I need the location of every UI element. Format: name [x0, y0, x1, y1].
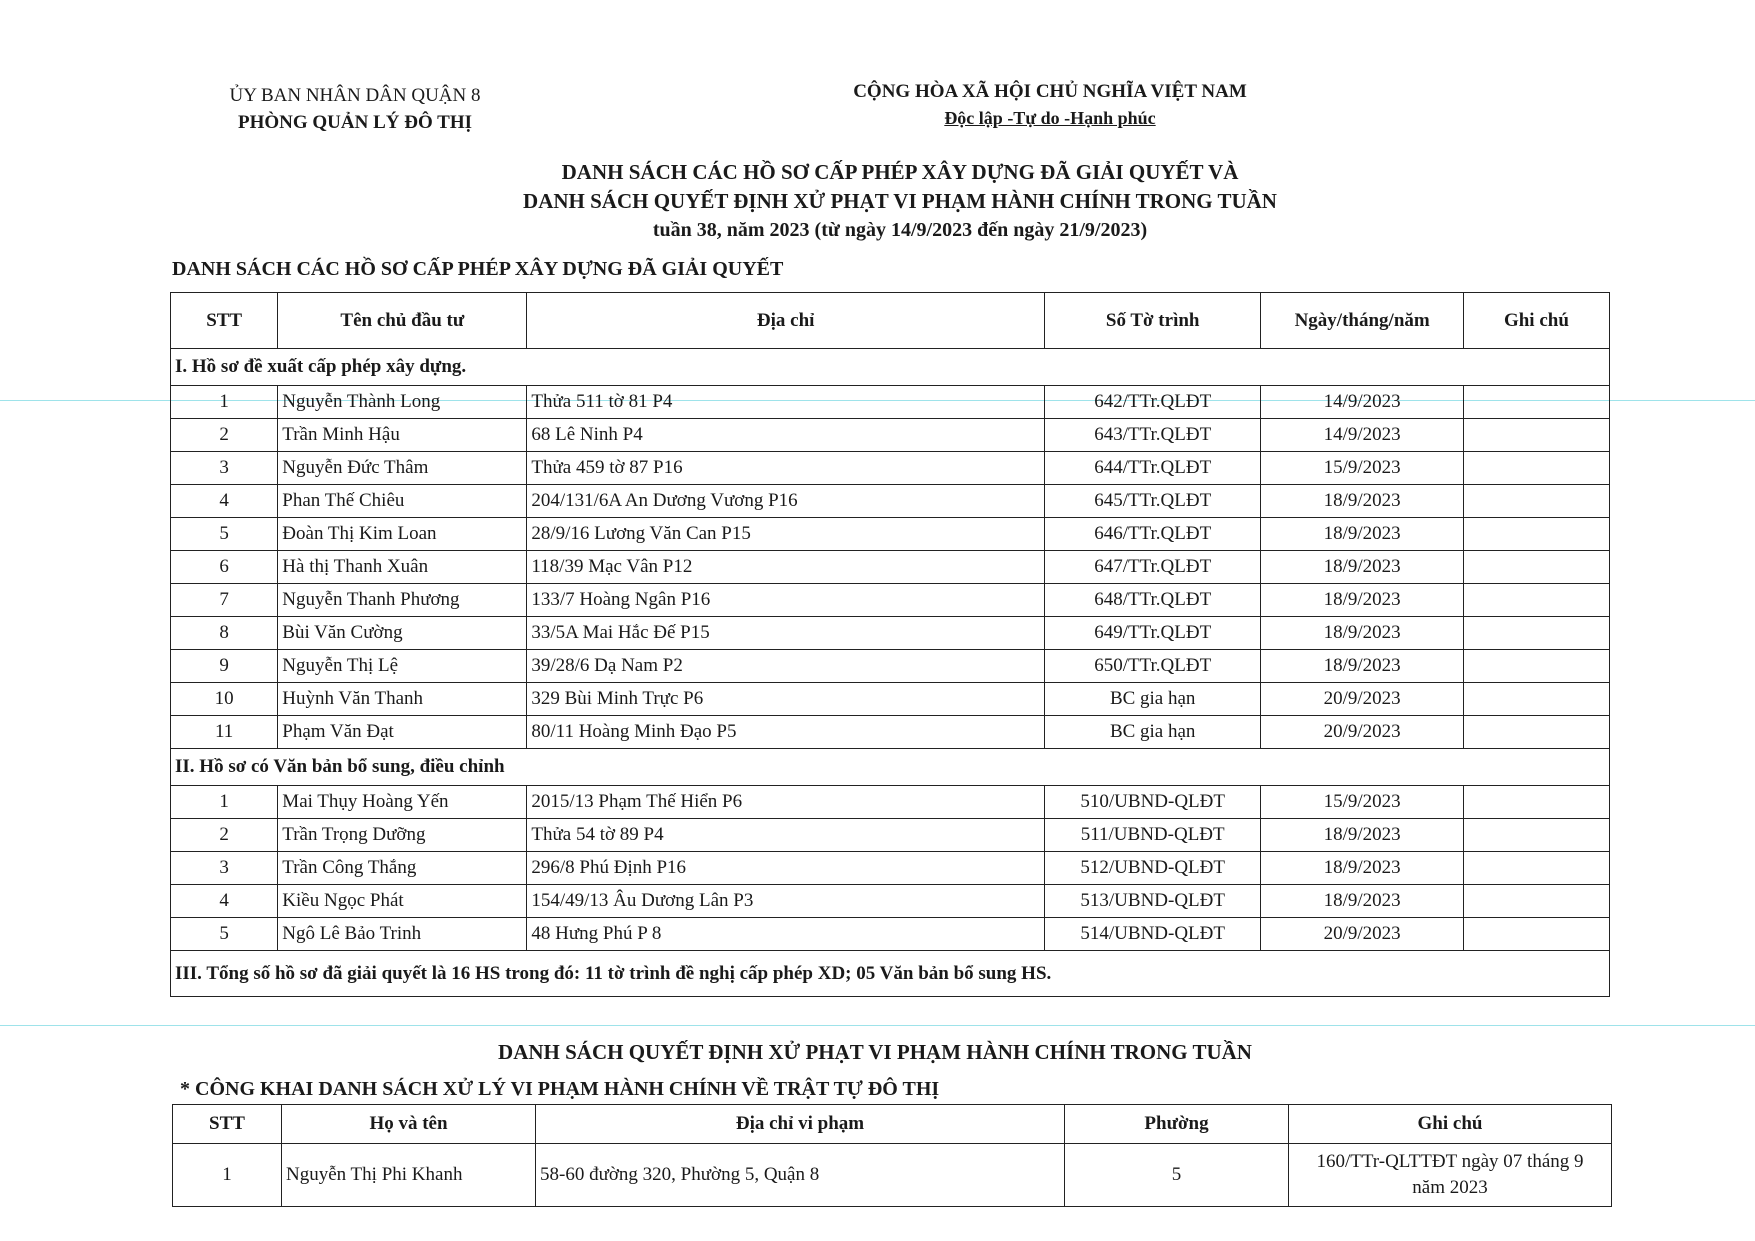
- cell-date: 18/9/2023: [1261, 650, 1463, 683]
- cell-name: Phạm Văn Đạt: [278, 716, 527, 749]
- col-note: Ghi chú: [1289, 1105, 1612, 1144]
- cell-stt: 4: [171, 485, 278, 518]
- cell-stt: 3: [171, 852, 278, 885]
- title-period: tuần 38, năm 2023 (từ ngày 14/9/2023 đến ngày 21/9/2023): [652, 219, 1148, 241]
- cell-address: 154/49/13 Âu Dương Lân P3: [527, 885, 1045, 918]
- cell-doc-number: 510/UBND-QLĐT: [1044, 786, 1261, 819]
- cell-date: 18/9/2023: [1261, 584, 1463, 617]
- table-row: [171, 452, 1610, 485]
- table-row: [171, 885, 1610, 918]
- table-row: [171, 819, 1610, 852]
- cell-note: [1463, 551, 1609, 584]
- cell-doc-number: BC gia hạn: [1044, 716, 1261, 749]
- col-ward: Phường: [1065, 1105, 1289, 1144]
- scan-artifact-line: [0, 1025, 1755, 1026]
- note-line-2: năm 2023: [1412, 1177, 1488, 1198]
- cell-doc-number: 650/TTr.QLĐT: [1044, 650, 1261, 683]
- total-summary: III. Tổng số hồ sơ đã giải quyết là 16 HS trong đó: 11 tờ trình đề nghị cấp phép XD; 05 Văn bản bổ sung HS.: [171, 951, 1610, 997]
- cell-date: 18/9/2023: [1261, 852, 1463, 885]
- cell-date: 18/9/2023: [1261, 551, 1463, 584]
- cell-doc-number: 513/UBND-QLĐT: [1044, 885, 1261, 918]
- cell-name: Trần Trọng Dưỡng: [278, 819, 527, 852]
- cell-doc-number: 646/TTr.QLĐT: [1044, 518, 1261, 551]
- cell-date: 20/9/2023: [1261, 918, 1463, 951]
- cell-doc-number: 512/UBND-QLĐT: [1044, 852, 1261, 885]
- cell-name: Trần Công Thắng: [278, 852, 527, 885]
- cell-address: 28/9/16 Lương Văn Can P15: [527, 518, 1045, 551]
- cell-note: [1463, 518, 1609, 551]
- note-line-1: 160/TTr-QLTTĐT ngày 07 tháng 9: [1316, 1151, 1584, 1172]
- table-row: [171, 786, 1610, 819]
- cell-note: [1289, 1144, 1612, 1207]
- cell-date: 18/9/2023: [1261, 885, 1463, 918]
- violations-header-row: [173, 1105, 1612, 1144]
- cell-name: Ngô Lê Bảo Trinh: [278, 918, 527, 951]
- cell-doc-number: 514/UBND-QLĐT: [1044, 918, 1261, 951]
- cell-doc-number: 642/TTr.QLĐT: [1044, 386, 1261, 419]
- cell-note: [1463, 683, 1609, 716]
- cell-note: [1463, 716, 1609, 749]
- table-row: [171, 683, 1610, 716]
- cell-address: 133/7 Hoàng Ngân P16: [527, 584, 1045, 617]
- cell-ward: 5: [1065, 1144, 1289, 1207]
- violations-table: [172, 1104, 1612, 1207]
- cell-address: 118/39 Mạc Vân P12: [527, 551, 1045, 584]
- cell-address: 33/5A Mai Hắc Đế P15: [527, 617, 1045, 650]
- table-row: [171, 584, 1610, 617]
- national-header: [820, 78, 1280, 132]
- cell-note: [1463, 485, 1609, 518]
- cell-stt: 10: [171, 683, 278, 716]
- document-title: [400, 158, 1400, 245]
- cell-address: 296/8 Phú Định P16: [527, 852, 1045, 885]
- cell-date: 15/9/2023: [1261, 786, 1463, 819]
- cell-name: Phan Thế Chiêu: [278, 485, 527, 518]
- permits-section-title: DANH SÁCH CÁC HỒ SƠ CẤP PHÉP XÂY DỰNG ĐÃ GIẢI QUYẾT: [172, 258, 784, 280]
- cell-date: 14/9/2023: [1261, 419, 1463, 452]
- cell-name: Nguyễn Thị Lệ: [278, 650, 527, 683]
- cell-address: 2015/13 Phạm Thế Hiển P6: [527, 786, 1045, 819]
- violation-row: [173, 1144, 1612, 1207]
- agency-name: ỦY BAN NHÂN DÂN QUẬN 8: [229, 85, 481, 106]
- cell-doc-number: 648/TTr.QLĐT: [1044, 584, 1261, 617]
- cell-address: Thửa 511 tờ 81 P4: [527, 386, 1045, 419]
- cell-date: 18/9/2023: [1261, 617, 1463, 650]
- permits-header-row: [171, 293, 1610, 349]
- cell-note: [1463, 852, 1609, 885]
- cell-address: 329 Bùi Minh Trực P6: [527, 683, 1045, 716]
- cell-date: 18/9/2023: [1261, 819, 1463, 852]
- cell-note: [1463, 452, 1609, 485]
- cell-note: [1463, 885, 1609, 918]
- cell-note: [1463, 419, 1609, 452]
- cell-name: Trần Minh Hậu: [278, 419, 527, 452]
- cell-stt: 9: [171, 650, 278, 683]
- cell-stt: 2: [171, 819, 278, 852]
- cell-stt: 2: [171, 419, 278, 452]
- title-line-2: DANH SÁCH QUYẾT ĐỊNH XỬ PHẠT VI PHẠM HÀNH CHÍNH TRONG TUẦN: [523, 189, 1277, 213]
- cell-name: Nguyễn Thành Long: [278, 386, 527, 419]
- permits-table: [170, 292, 1610, 997]
- section-1-row: [171, 349, 1610, 386]
- cell-doc-number: BC gia hạn: [1044, 683, 1261, 716]
- cell-stt: 11: [171, 716, 278, 749]
- section-2-label: II. Hồ sơ có Văn bản bổ sung, điều chỉnh: [171, 749, 1610, 786]
- section-2-row: [171, 749, 1610, 786]
- cell-name: Huỳnh Văn Thanh: [278, 683, 527, 716]
- cell-address: 204/131/6A An Dương Vương P16: [527, 485, 1045, 518]
- cell-date: 15/9/2023: [1261, 452, 1463, 485]
- cell-doc-number: 643/TTr.QLĐT: [1044, 419, 1261, 452]
- cell-name: Nguyễn Thanh Phương: [278, 584, 527, 617]
- cell-note: [1463, 617, 1609, 650]
- col-doc-number: Số Tờ trình: [1044, 293, 1261, 349]
- col-address: Địa chỉ: [527, 293, 1045, 349]
- cell-stt: 5: [171, 518, 278, 551]
- table-row: [171, 419, 1610, 452]
- col-investor: Tên chủ đầu tư: [278, 293, 527, 349]
- col-note: Ghi chú: [1463, 293, 1609, 349]
- cell-doc-number: 647/TTr.QLĐT: [1044, 551, 1261, 584]
- col-violation-address: Địa chỉ vi phạm: [536, 1105, 1065, 1144]
- cell-name: Đoàn Thị Kim Loan: [278, 518, 527, 551]
- col-date: Ngày/tháng/năm: [1261, 293, 1463, 349]
- violations-section-title: DANH SÁCH QUYẾT ĐỊNH XỬ PHẠT VI PHẠM HÀNH CHÍNH TRONG TUẦN: [498, 1040, 1252, 1064]
- cell-date: 18/9/2023: [1261, 518, 1463, 551]
- cell-stt: 1: [171, 386, 278, 419]
- cell-doc-number: 511/UBND-QLĐT: [1044, 819, 1261, 852]
- cell-doc-number: 649/TTr.QLĐT: [1044, 617, 1261, 650]
- section-1-label: I. Hồ sơ đề xuất cấp phép xây dựng.: [171, 349, 1610, 386]
- cell-name: Hà thị Thanh Xuân: [278, 551, 527, 584]
- cell-address: 68 Lê Ninh P4: [527, 419, 1045, 452]
- nation-motto: Độc lập -Tự do -Hạnh phúc: [944, 108, 1156, 128]
- title-line-1: DANH SÁCH CÁC HỒ SƠ CẤP PHÉP XÂY DỰNG ĐÃ GIẢI QUYẾT VÀ: [561, 160, 1239, 184]
- cell-note: [1463, 650, 1609, 683]
- col-stt: STT: [171, 293, 278, 349]
- cell-doc-number: 644/TTr.QLĐT: [1044, 452, 1261, 485]
- cell-date: 18/9/2023: [1261, 485, 1463, 518]
- table-row: [171, 918, 1610, 951]
- cell-stt: 7: [171, 584, 278, 617]
- table-row: [171, 518, 1610, 551]
- cell-name: Mai Thụy Hoàng Yến: [278, 786, 527, 819]
- agency-header: [190, 82, 520, 136]
- cell-doc-number: 645/TTr.QLĐT: [1044, 485, 1261, 518]
- cell-address: Thửa 459 tờ 87 P16: [527, 452, 1045, 485]
- cell-name: Kiều Ngọc Phát: [278, 885, 527, 918]
- cell-stt: 6: [171, 551, 278, 584]
- department-name: PHÒNG QUẢN LÝ ĐÔ THỊ: [237, 112, 472, 133]
- cell-note: [1463, 918, 1609, 951]
- cell-note: [1463, 786, 1609, 819]
- cell-name: Nguyễn Đức Thâm: [278, 452, 527, 485]
- cell-date: 20/9/2023: [1261, 716, 1463, 749]
- table-row: [171, 485, 1610, 518]
- col-stt: STT: [173, 1105, 282, 1144]
- cell-stt: 1: [171, 786, 278, 819]
- table-row: [171, 852, 1610, 885]
- table-row: [171, 716, 1610, 749]
- cell-name: Bùi Văn Cường: [278, 617, 527, 650]
- table-row: [171, 650, 1610, 683]
- cell-stt: 8: [171, 617, 278, 650]
- cell-address: 48 Hưng Phú P 8: [527, 918, 1045, 951]
- cell-stt: 4: [171, 885, 278, 918]
- cell-address: 39/28/6 Dạ Nam P2: [527, 650, 1045, 683]
- cell-date: 14/9/2023: [1261, 386, 1463, 419]
- cell-address: 80/11 Hoàng Minh Đạo P5: [527, 716, 1045, 749]
- table-row: [171, 551, 1610, 584]
- table-row: [171, 386, 1610, 419]
- cell-stt: 3: [171, 452, 278, 485]
- cell-stt: 5: [171, 918, 278, 951]
- cell-note: [1463, 386, 1609, 419]
- cell-name: Nguyễn Thị Phi Khanh: [282, 1144, 536, 1207]
- cell-note: [1463, 819, 1609, 852]
- cell-date: 20/9/2023: [1261, 683, 1463, 716]
- nation-name: CỘNG HÒA XÃ HỘI CHỦ NGHĨA VIỆT NAM: [853, 81, 1247, 102]
- cell-address: 58-60 đường 320, Phường 5, Quận 8: [536, 1144, 1065, 1207]
- cell-note: [1463, 584, 1609, 617]
- total-row: [171, 951, 1610, 997]
- violations-subtitle: * CÔNG KHAI DANH SÁCH XỬ LÝ VI PHẠM HÀNH CHÍNH VỀ TRẬT TỰ ĐÔ THỊ: [180, 1078, 940, 1100]
- table-row: [171, 617, 1610, 650]
- col-full-name: Họ và tên: [282, 1105, 536, 1144]
- cell-address: Thửa 54 tờ 89 P4: [527, 819, 1045, 852]
- cell-stt: 1: [173, 1144, 282, 1207]
